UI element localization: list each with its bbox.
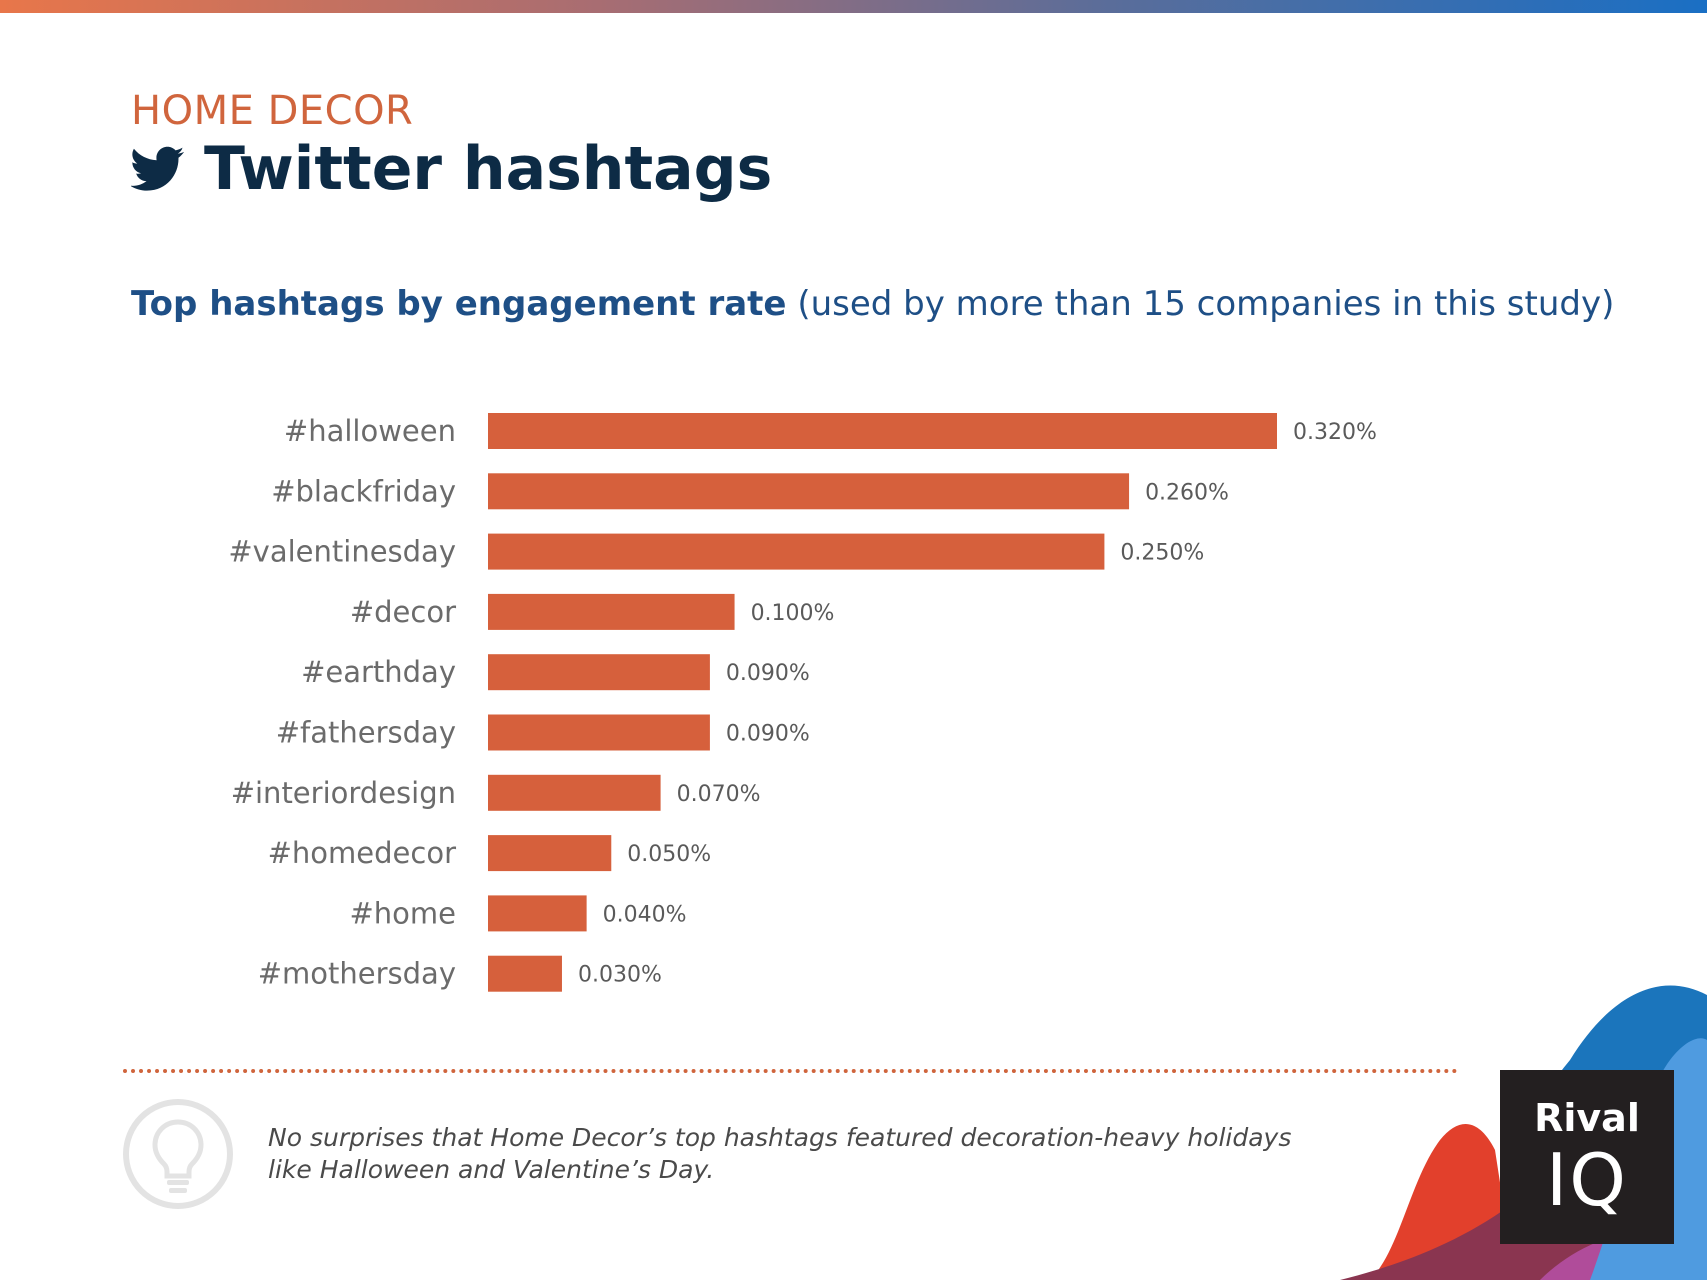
insight-note: No surprises that Home Decor’s top hashtags featured decoration-heavy holidays like Halloween and Valentine’s Day.: [268, 1123, 1292, 1184]
bar: [488, 594, 735, 630]
category-label: #decor: [349, 594, 456, 629]
bar: [488, 413, 1277, 449]
value-label: 0.040%: [602, 902, 687, 928]
bar: [488, 775, 661, 811]
category-label: #fathersday: [275, 715, 456, 750]
category-kicker: HOME DECOR: [131, 88, 414, 134]
category-label: #valentinesday: [228, 534, 456, 569]
value-label: 0.050%: [627, 842, 712, 868]
value-label: 0.100%: [750, 600, 835, 626]
bar: [488, 534, 1104, 570]
category-label: #home: [349, 896, 456, 931]
value-label: 0.070%: [676, 781, 761, 807]
bar: [488, 654, 710, 690]
dotted-divider: [123, 1069, 1458, 1073]
bar: [488, 473, 1129, 509]
value-label: 0.320%: [1293, 420, 1377, 445]
value-label: 0.030%: [577, 962, 662, 988]
bar: [488, 715, 710, 751]
value-label: 0.250%: [1120, 540, 1205, 566]
page-title: Twitter hashtags: [204, 134, 773, 204]
subtitle-rest: (used by more than 15 companies in this study): [797, 284, 1615, 324]
subtitle-bold: Top hashtags by engagement rate: [131, 284, 787, 324]
bar: [488, 956, 562, 992]
bar: [488, 895, 587, 931]
logo-rival-text: Rival: [1534, 1096, 1640, 1140]
lightbulb-icon: [120, 1096, 236, 1212]
category-label: #halloween: [283, 414, 456, 448]
value-label: 0.090%: [725, 661, 810, 687]
value-label: 0.260%: [1145, 480, 1229, 506]
logo-iq-text: IQ: [1546, 1138, 1628, 1222]
category-label: #mothersday: [257, 956, 456, 991]
category-label: #homedecor: [267, 836, 456, 871]
bar: [488, 835, 611, 871]
category-label: #blackfriday: [271, 474, 456, 509]
value-label: 0.090%: [725, 721, 810, 747]
category-label: #interiordesign: [230, 775, 456, 810]
category-label: #earthday: [301, 655, 456, 690]
rival-iq-logo: [1500, 1070, 1674, 1244]
